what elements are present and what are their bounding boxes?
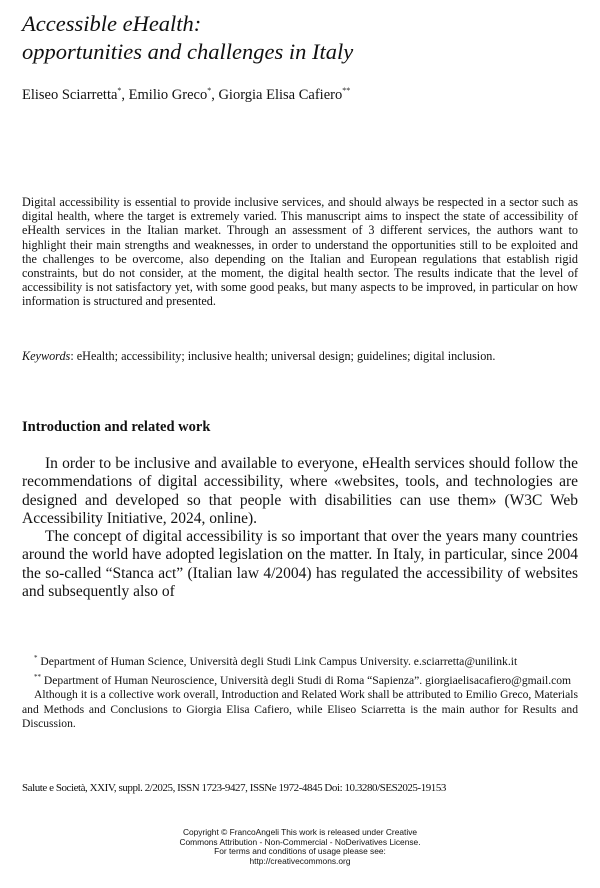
copyright-notice: [0, 828, 600, 866]
section-heading: Introduction and related work: [22, 419, 211, 435]
author-separator: ,: [211, 87, 219, 103]
footnotes: [22, 651, 578, 732]
paper-title: [22, 10, 353, 66]
body-paragraph: The concept of digital accessibility is so important that over the years many countries around the world have adopted legislation on the matter. In Italy, in particular, since 2004 the so-called “Stanca act” (Italian law 4/2004) has regulated the accessibility of websites and subsequently also of: [22, 528, 578, 601]
paper-title-line-2: opportunities and challenges in Italy: [22, 39, 354, 64]
footnote-mark: **: [34, 672, 41, 681]
keywords: [22, 349, 578, 363]
copyright-line: Copyright © FrancoAngeli This work is released under Creative: [182, 827, 418, 837]
abstract: Digital accessibility is essential to provide inclusive services, and should always be respected in a sector such as digital health, where the target is extremely varied. This manuscript aims to inspect the state of accessibility of eHealth services in the Italian market. Through an assessment of 3 different services, the authors want to highlight their main strengths and weaknesses, in order to understand the opportunities still to be exploited and the challenges to be overcome, also depending on the Italian and European regulations that establish rigid constraints, but do not consider, at the moment, the digital health sector. The results indicate that the level of accessibility is not satisfactory yet, with some good peaks, but many aspects to be improved, in particular on how information is structured and presented.: [22, 195, 578, 309]
attribution-note: Although it is a collective work overall, Introduction and Related Work shall be attributed to Emilio Greco, Materials and Methods and Conclusions to Giorgia Elisa Cafiero, while Eliseo Sciarretta is the main author for Results and Discussion.: [22, 688, 578, 730]
author-name: Emilio Greco: [128, 87, 208, 103]
keywords-text: : eHealth; accessibility; inclusive health; universal design; guidelines; digital inclusion.: [70, 349, 496, 363]
keywords-label: Keywords: [22, 349, 71, 363]
author-name: Eliseo Sciarretta: [22, 87, 118, 103]
journal-citation: Salute e Società, XXIV, suppl. 2/2025, ISSN 1723-9427, ISSNe 1972-4845 Doi: 10.3280/SES2025-19153: [22, 782, 446, 794]
copyright-line: For terms and conditions of usage please see:: [214, 846, 386, 857]
section-body: [22, 455, 578, 601]
author-footnote-mark: **: [342, 86, 351, 95]
footnote-2: [22, 670, 578, 689]
body-paragraph: In order to be inclusive and available to everyone, eHealth services should follow the recommendations of digital accessibility, where «websites, tools, and technologies are designed and developed so that people with disabilities can use them» (W3C Web Accessibility Initiative, 2024, online).: [22, 455, 578, 527]
author-list: [22, 86, 350, 104]
author-footnote-mark: *: [117, 86, 122, 95]
author-separator: ,: [121, 87, 129, 103]
author-footnote-mark: *: [207, 86, 212, 95]
author-name: Giorgia Elisa Cafiero: [218, 87, 343, 103]
footnote-1: [22, 651, 578, 670]
footnote-text: Department of Human Science, Università degli Studi Link Campus University. e.sciarretta@unilink.it: [37, 655, 518, 668]
footnote-text: Department of Human Neuroscience, Università degli Studi di Roma “Sapienza”. giorgiaelisacafiero@gmail.com: [41, 673, 572, 687]
copyright-link[interactable]: http://creativecommons.org: [249, 855, 351, 866]
paper-title-line-1: Accessible eHealth:: [22, 11, 202, 36]
footnote-mark: *: [34, 654, 38, 662]
copyright-line: Commons Attribution - Non-Commercial - NoDerivatives License.: [179, 836, 421, 847]
